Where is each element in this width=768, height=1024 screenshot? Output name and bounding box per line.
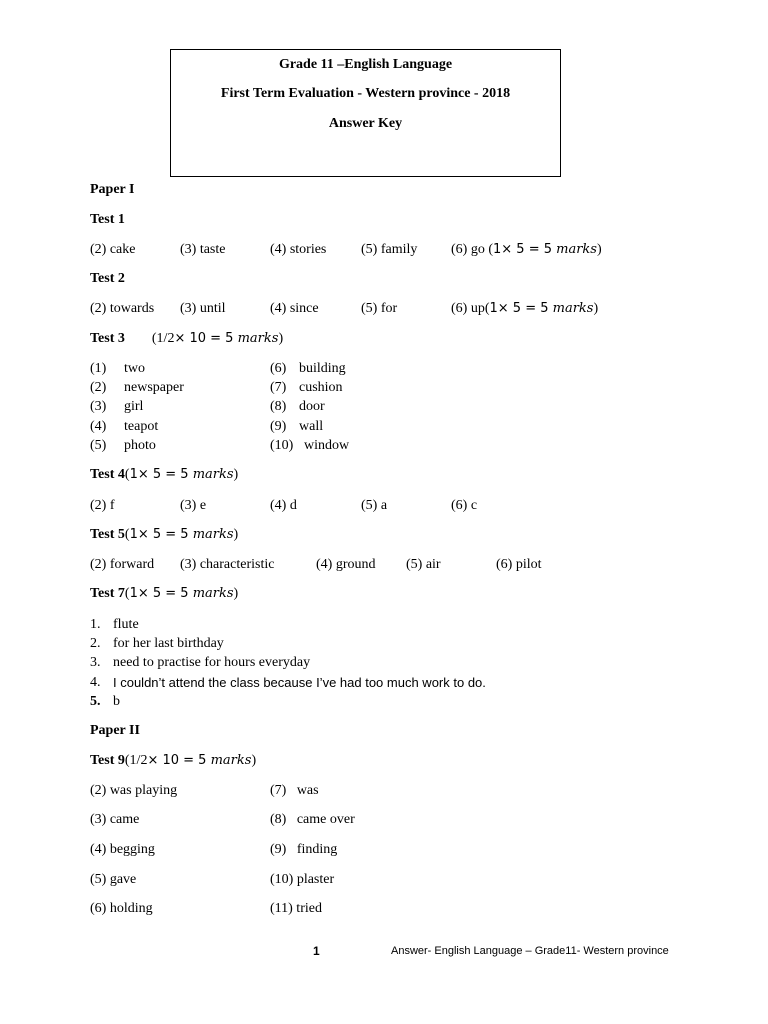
- title-box: [170, 49, 561, 177]
- answer-item: (5) gave: [90, 872, 137, 887]
- answer-item: (4) d: [270, 498, 297, 513]
- answer-item: (5) family: [361, 242, 418, 257]
- footer-text: Answer- English Language – Grade11- Western province: [391, 945, 669, 957]
- answer-item: (11) tried: [270, 901, 322, 916]
- list-item: (7) cushion: [270, 380, 343, 395]
- list-item: (4) teapot: [90, 419, 159, 434]
- document-label: Answer Key: [328, 116, 403, 131]
- answer-item: (5) air: [406, 557, 441, 572]
- document-subtitle: First Term Evaluation - Western province - 2018: [220, 86, 511, 101]
- answer-item: (3) until: [180, 301, 226, 316]
- test5-heading: Test 5: [90, 527, 125, 542]
- answer-item: (7) was: [270, 783, 319, 798]
- test4-heading-row: [90, 467, 238, 483]
- list-item: 4. I couldn’t attend the class because I’ve had too much work to do.: [90, 675, 486, 690]
- answer-item: (5) for: [361, 301, 398, 316]
- test9-heading: Test 9: [90, 753, 125, 768]
- test4-heading: Test 4: [90, 467, 125, 482]
- test2-heading: Test 2: [90, 271, 125, 286]
- answer-item: (4) since: [270, 301, 319, 316]
- test3-marks: (1/2× 10 = 5 marks): [151, 331, 284, 346]
- answer-item: (4) stories: [270, 242, 327, 257]
- test3-heading: Test 3: [90, 331, 125, 346]
- paper2-heading: Paper II: [90, 723, 140, 738]
- list-item: (3) girl: [90, 399, 144, 414]
- answer-item: (3) characteristic: [180, 557, 275, 572]
- test5-heading-row: [90, 527, 238, 543]
- test9-heading-row: [90, 753, 256, 769]
- answer-item: (9) finding: [270, 842, 338, 857]
- test5-marks: (1× 5 = 5 marks): [124, 527, 239, 542]
- list-item: (5) photo: [90, 438, 156, 453]
- test9-marks: (1/2× 10 = 5 marks): [124, 753, 257, 768]
- answer-item: (2) f: [90, 498, 115, 513]
- test7-marks: (1× 5 = 5 marks): [124, 586, 239, 601]
- answer-item: (8) came over: [270, 812, 355, 827]
- list-item: (1) two: [90, 361, 145, 376]
- test3-heading-row: [90, 331, 283, 347]
- answer-item: (3) taste: [180, 242, 226, 257]
- test7-heading: Test 7: [90, 586, 125, 601]
- answer-item: (6) pilot: [496, 557, 542, 572]
- list-item: 1. flute: [90, 617, 139, 632]
- answer-item: (4) begging: [90, 842, 155, 857]
- answer-item: (6) holding: [90, 901, 153, 916]
- answer-item: (3) came: [90, 812, 140, 827]
- list-item: 2. for her last birthday: [90, 636, 224, 651]
- test4-marks: (1× 5 = 5 marks): [124, 467, 239, 482]
- test7-heading-row: [90, 586, 238, 602]
- test1-heading: Test 1: [90, 212, 125, 227]
- answer-item-with-marks: (6) up(1× 5 = 5 marks): [451, 301, 599, 316]
- list-item: 3. need to practise for hours everyday: [90, 655, 311, 670]
- list-item: (9) wall: [270, 419, 324, 434]
- list-item: (10) window: [270, 438, 350, 453]
- answer-item: (2) was playing: [90, 783, 178, 798]
- list-item: (6) building: [270, 361, 346, 376]
- answer-item: (4) ground: [316, 557, 376, 572]
- answer-item: (2) cake: [90, 242, 136, 257]
- paper1-heading: Paper I: [90, 182, 135, 197]
- list-item: (2) newspaper: [90, 380, 184, 395]
- answer-item: (2) towards: [90, 301, 155, 316]
- answer-item: (6) c: [451, 498, 478, 513]
- answer-item-with-marks: (6) go (1× 5 = 5 marks): [451, 242, 602, 257]
- page-number: 1: [313, 944, 320, 958]
- answer-item: (5) a: [361, 498, 388, 513]
- list-item: 5. b: [90, 694, 120, 709]
- answer-item: (2) forward: [90, 557, 155, 572]
- answer-item: (3) e: [180, 498, 207, 513]
- document-title: Grade 11 –English Language: [278, 57, 453, 72]
- answer-item: (10) plaster: [270, 872, 335, 887]
- list-item: (8) door: [270, 399, 325, 414]
